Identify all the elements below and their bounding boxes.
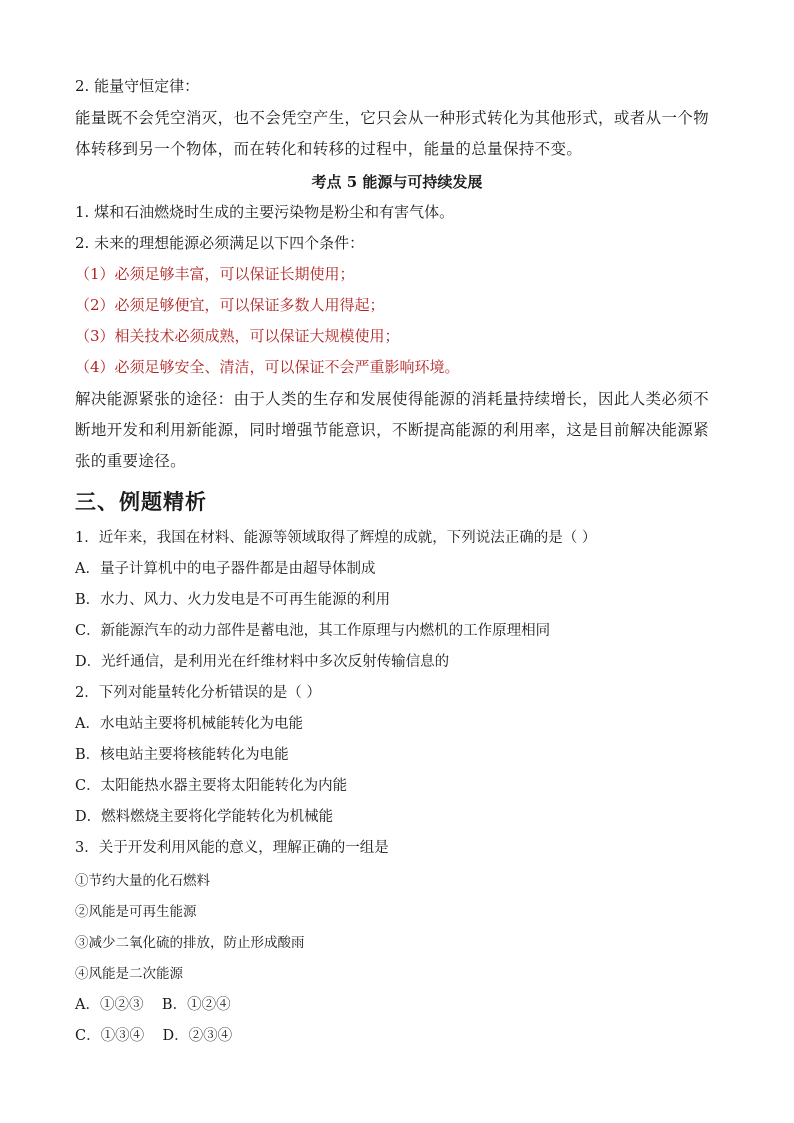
q2-option-a: A．水电站主要将机械能转化为电能 bbox=[75, 716, 303, 732]
q3-statement-3: ③减少二氧化硫的排放，防止形成酸雨 bbox=[75, 935, 305, 951]
q2-option-b: B．核电站主要将核能转化为电能 bbox=[75, 747, 289, 763]
condition-3: （3）相关技术必须成熟，可以保证大规模使用； bbox=[75, 327, 400, 345]
solution-line-1: 解决能源紧张的途径：由于人类的生存和发展使得能源的消耗量持续增长，因此人类必须不 bbox=[75, 390, 710, 408]
q2-option-c: C．太阳能热水器主要将太阳能转化为内能 bbox=[75, 778, 348, 794]
kaodian5-item-1: 1. 煤和石油燃烧时生成的主要污染物是粉尘和有害气体。 bbox=[75, 203, 455, 221]
solution-line-3: 张的重要途径。 bbox=[75, 452, 186, 470]
condition-2: （2）必须足够便宜，可以保证多数人用得起； bbox=[75, 296, 385, 314]
kaodian5-title: 考点 5 能源与可持续发展 bbox=[311, 173, 483, 191]
solution-line-2: 断地开发和利用新能源，同时增强节能意识，不断提高能源的利用率，这是目前解决能源紧 bbox=[75, 421, 710, 439]
q1-option-b: B．水力、风力、火力发电是不可再生能源的利用 bbox=[75, 592, 391, 608]
q1-option-a: A．量子计算机中的电子器件都是由超导体制成 bbox=[75, 561, 376, 577]
condition-1: （1）必须足够丰富，可以保证长期使用； bbox=[75, 265, 355, 283]
q3-stem: 3．关于开发利用风能的意义，理解正确的一组是 bbox=[75, 840, 389, 856]
q3-statement-2: ②风能是可再生能源 bbox=[75, 904, 197, 920]
q2-option-d: D．燃料燃烧主要将化学能转化为机械能 bbox=[75, 809, 334, 825]
q2-stem: 2．下列对能量转化分析错误的是（ ） bbox=[75, 685, 321, 701]
q3-statement-4: ④风能是二次能源 bbox=[75, 966, 183, 982]
condition-4: （4）必须足够安全、清洁，可以保证不会严重影响环境。 bbox=[75, 358, 460, 376]
q3-options-row-1: A．①②③ B．①②④ bbox=[75, 997, 231, 1013]
kaodian5-item-2: 2. 未来的理想能源必须满足以下四个条件： bbox=[75, 234, 365, 252]
q3-statement-1: ①节约大量的化石燃料 bbox=[75, 873, 210, 889]
q1-option-d: D．光纤通信，是利用光在纤维材料中多次反射传输信息的 bbox=[75, 654, 450, 670]
law-text-line-1: 能量既不会凭空消灭，也不会凭空产生，它只会从一种形式转化为其他形式，或者从一个物 bbox=[75, 109, 710, 127]
q1-stem: 1．近年来，我国在材料、能源等领域取得了辉煌的成就，下列说法正确的是（ ） bbox=[75, 530, 597, 546]
q3-options-row-2: C．①③④ D．②③④ bbox=[75, 1028, 233, 1044]
law-text-line-2: 体转移到另一个物体，而在转化和转移的过程中，能量的总量保持不变。 bbox=[75, 140, 583, 158]
law-title: 2. 能量守恒定律： bbox=[75, 77, 200, 95]
section-heading: 三、例题精析 bbox=[75, 490, 207, 514]
q1-option-c: C．新能源汽车的动力部件是蓄电池，其工作原理与内燃机的工作原理相同 bbox=[75, 623, 551, 639]
